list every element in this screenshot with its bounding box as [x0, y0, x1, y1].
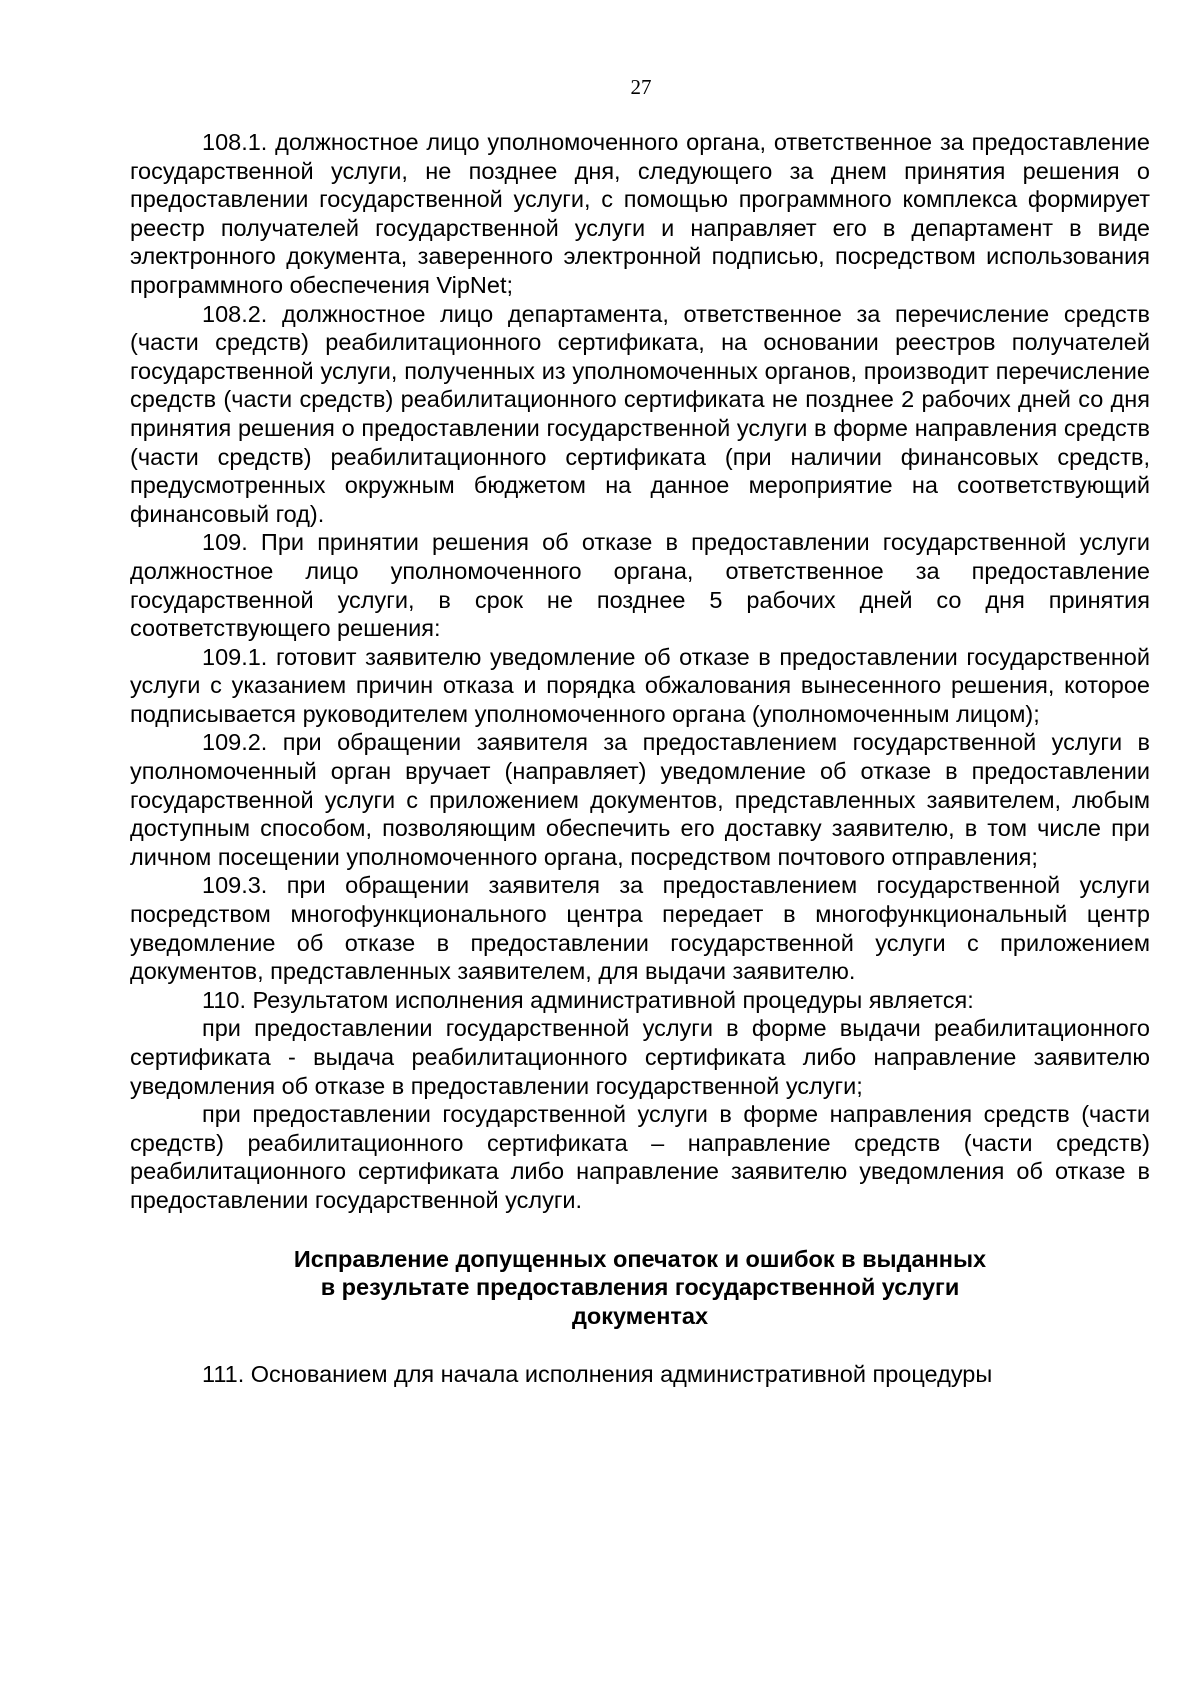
section-heading-line-2: в результате предоставления государственной услуги: [320, 1274, 960, 1301]
section-heading-line-1: Исправление допущенных опечаток и ошибок в выданных: [293, 1245, 987, 1272]
paragraph-109-2: 109.2. при обращении заявителя за предоставлением государственной услуги в уполномоченный орган вручает (направляет) уведомление об отказе в предоставлении государственной услуги с приложением документов, представленных заявителем, любым доступным способом, позволяющим обеспечить его доставку заявителю, в том числе при личном посещении уполномоченного органа, посредством почтового отправления;: [130, 729, 1150, 870]
section-heading: [130, 1245, 1150, 1331]
paragraph-109-3: 109.3. при обращении заявителя за предоставлением государственной услуги посредством многофункционального центра передает в многофункциональный центр уведомление об отказе в предоставлении государственной услуги с приложением документов, представленных заявителем, для выдачи заявителю.: [130, 872, 1150, 985]
section-heading-line-3: документах: [571, 1302, 709, 1329]
paragraph-108-1: 108.1. должностное лицо уполномоченного органа, ответственное за предоставление государственной услуги, не позднее дня, следующего за днем принятия решения о предоставлении государственной услуги, с помощью программного комплекса формирует реестр получателей государственной услуги и направляет его в департамент в виде электронного документа, заверенного электронной подписью, посредством использования программного обеспечения VipNet;: [130, 129, 1150, 298]
page-number: 27: [630, 75, 652, 99]
paragraph-110: 110. Результатом исполнения административной процедуры является:: [202, 986, 974, 1013]
paragraph-108-2: 108.2. должностное лицо департамента, ответственное за перечисление средств (части средств) реабилитационного сертификата, на основании реестров получателей государственной услуги, полученных из уполномоченных органов, производит перечисление средств (части средств) реабилитационного сертификата не позднее 2 рабочих дней со дня принятия решения о предоставлении государственной услуги в форме направления средств (части средств) реабилитационного сертификата (при наличии финансовых средств, предусмотренных окружным бюджетом на данное мероприятие на соответствующий финансовый год).: [130, 300, 1150, 527]
paragraph-111: 111. Основанием для начала исполнения административной процедуры: [202, 1361, 993, 1388]
paragraph-109: 109. При принятии решения об отказе в предоставлении государственной услуги должностное лицо уполномоченного органа, ответственное за предоставление государственной услуги, в срок не позднее 5 рабочих дней со дня принятия соответствующего решения:: [130, 529, 1150, 642]
paragraph-109-1: 109.1. готовит заявителю уведомление об отказе в предоставлении государственной услуги с указанием причин отказа и порядка обжалования вынесенного решения, которое подписывается руководителем уполномоченного органа (уполномоченным лицом);: [130, 643, 1150, 727]
paragraph-110-result-certificate: при предоставлении государственной услуги в форме выдачи реабилитационного сертификата - выдача реабилитационного сертификата либо направление заявителю уведомления об отказе в предоставлении государственной услуги;: [130, 1015, 1150, 1099]
paragraph-110-result-funds: при предоставлении государственной услуги в форме направления средств (части средств) реабилитационного сертификата – направление средств (части средств) реабилитационного сертификата либо направление заявителю уведомления об отказе в предоставлении государственной услуги.: [130, 1101, 1150, 1213]
document-body: [130, 128, 1150, 1389]
